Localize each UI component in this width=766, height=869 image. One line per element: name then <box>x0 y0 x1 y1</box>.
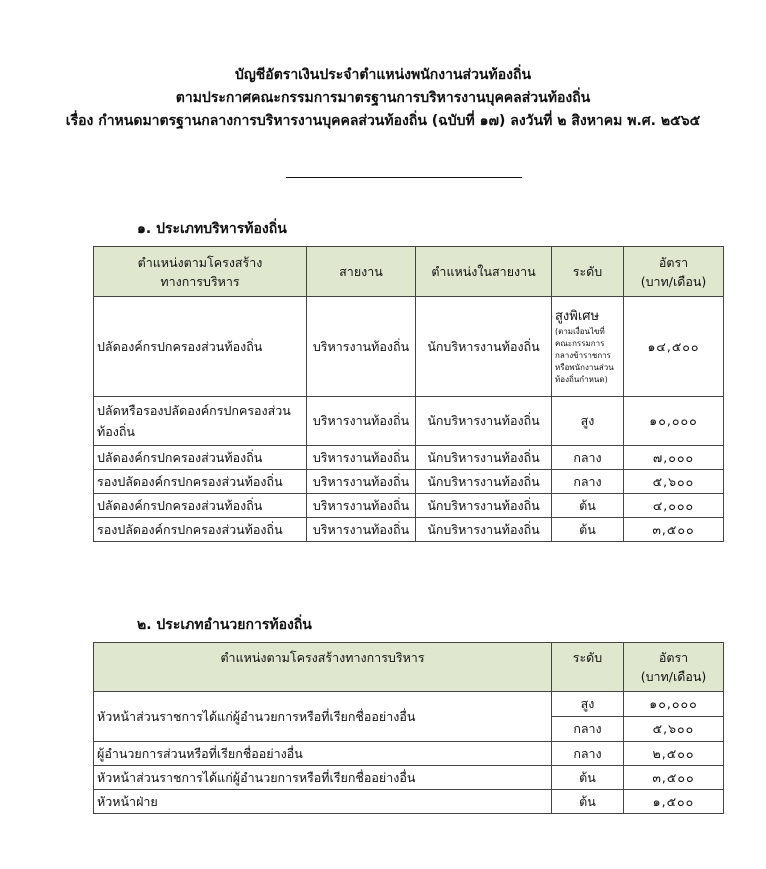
cell-line: บริหารงานท้องถิ่น <box>307 518 416 542</box>
header-position-in-line: ตำแหน่งในสายงาน <box>416 247 552 297</box>
cell-level: ต้น <box>552 790 624 814</box>
cell-rate: ๑,๕๐๐ <box>624 790 724 814</box>
document-header <box>0 64 766 133</box>
table-row <box>94 766 724 790</box>
section-1-table <box>93 246 724 542</box>
cell-position-in-line: นักบริหารงานท้องถิ่น <box>416 297 552 397</box>
header-line-1: บัญชีอัตราเงินประจำตำแหน่งพนักงานส่วนท้องถิ่น <box>234 67 532 83</box>
cell-level: ต้น <box>552 766 624 790</box>
level-note: (ตามเงื่อนไขที่คณะกรรมการกลางข้าราชการหรือพนักงานส่วนท้องถิ่นกำหนด) <box>555 326 614 384</box>
cell-line: บริหารงานท้องถิ่น <box>307 494 416 518</box>
table-row <box>94 692 724 717</box>
header-position: ตำแหน่งตามโครงสร้างทางการบริหาร <box>94 643 552 692</box>
table-row <box>94 494 724 518</box>
cell-position-in-line: นักบริหารงานท้องถิ่น <box>416 446 552 470</box>
table-header-row <box>94 247 724 297</box>
cell-position: ปลัดองค์กรปกครองส่วนท้องถิ่น <box>94 297 307 397</box>
table-row <box>94 446 724 470</box>
table-row <box>94 518 724 542</box>
cell-rate: ๓,๕๐๐ <box>624 518 724 542</box>
cell-position: รองปลัดองค์กรปกครองส่วนท้องถิ่น <box>94 470 307 494</box>
cell-level: ต้น <box>552 518 624 542</box>
cell-level: กลาง <box>552 470 624 494</box>
table-row <box>94 397 724 446</box>
cell-rate: ๕,๖๐๐ <box>624 717 724 742</box>
cell-position-in-line: นักบริหารงานท้องถิ่น <box>416 494 552 518</box>
cell-position-in-line: นักบริหารงานท้องถิ่น <box>416 470 552 494</box>
table-row <box>94 297 724 397</box>
cell-rate: ๗,๐๐๐ <box>624 446 724 470</box>
header-rate: อัตรา (บาท/เดือน) <box>624 247 724 297</box>
cell-level: กลาง <box>552 446 624 470</box>
table-row <box>94 742 724 766</box>
cell-level: สูงพิเศษ (ตามเงื่อนไขที่คณะกรรมการกลางข้าราชการหรือพนักงานส่วนท้องถิ่นกำหนด) <box>552 297 624 397</box>
cell-rate: ๕,๖๐๐ <box>624 470 724 494</box>
section-2-title: ๒. ประเภทอำนวยการท้องถิ่น <box>137 617 312 633</box>
cell-level: สูง <box>552 397 624 446</box>
cell-level: สูง <box>552 692 624 717</box>
header-level: ระดับ <box>552 247 624 297</box>
table-row <box>94 470 724 494</box>
table-row <box>94 790 724 814</box>
divider-rule <box>286 177 522 178</box>
cell-level: ต้น <box>552 494 624 518</box>
cell-level: กลาง <box>552 717 624 742</box>
cell-rate: ๑๐,๐๐๐ <box>624 397 724 446</box>
cell-position: ปลัดองค์กรปกครองส่วนท้องถิ่น <box>94 446 307 470</box>
cell-rate: ๓,๕๐๐ <box>624 766 724 790</box>
header-position: ตำแหน่งตามโครงสร้าง ทางการบริหาร <box>94 247 307 297</box>
cell-position: หัวหน้าส่วนราชการได้แก่ผู้อำนวยการหรือที่เรียกชื่ออย่างอื่น <box>94 766 552 790</box>
section-2-table <box>93 642 724 814</box>
cell-position: ปลัดหรือรองปลัดองค์กรปกครองส่วนท้องถิ่น <box>94 397 307 446</box>
cell-rate: ๑๔,๕๐๐ <box>624 297 724 397</box>
cell-position: หัวหน้าฝ่าย <box>94 790 552 814</box>
cell-level: กลาง <box>552 742 624 766</box>
cell-line: บริหารงานท้องถิ่น <box>307 297 416 397</box>
header-line: สายงาน <box>307 247 416 297</box>
cell-position-in-line: นักบริหารงานท้องถิ่น <box>416 397 552 446</box>
cell-position: หัวหน้าส่วนราชการได้แก่ผู้อำนวยการหรือที่เรียกชื่ออย่างอื่น <box>94 692 552 742</box>
cell-position-in-line: นักบริหารงานท้องถิ่น <box>416 518 552 542</box>
cell-rate: ๔,๐๐๐ <box>624 494 724 518</box>
section-1-title: ๑. ประเภทบริหารท้องถิ่น <box>137 221 287 237</box>
cell-position: ปลัดองค์กรปกครองส่วนท้องถิ่น <box>94 494 307 518</box>
header-line-3: เรื่อง กำหนดมาตรฐานกลางการบริหารงานบุคคลส่วนท้องถิ่น (ฉบับที่ ๑๗) ลงวันที่ ๒ สิงหาคม พ.ศ. ๒๕๖๕ <box>65 113 701 129</box>
cell-rate: ๑๐,๐๐๐ <box>624 692 724 717</box>
cell-line: บริหารงานท้องถิ่น <box>307 397 416 446</box>
header-level: ระดับ <box>552 643 624 692</box>
cell-position: ผู้อำนวยการส่วนหรือที่เรียกชื่ออย่างอื่น <box>94 742 552 766</box>
cell-rate: ๒,๕๐๐ <box>624 742 724 766</box>
cell-line: บริหารงานท้องถิ่น <box>307 446 416 470</box>
header-line-2: ตามประกาศคณะกรรมการมาตรฐานการบริหารงานบุคคลส่วนท้องถิ่น <box>175 90 591 106</box>
header-rate: อัตรา (บาท/เดือน) <box>624 643 724 692</box>
cell-line: บริหารงานท้องถิ่น <box>307 470 416 494</box>
table-header-row <box>94 643 724 692</box>
cell-position: รองปลัดองค์กรปกครองส่วนท้องถิ่น <box>94 518 307 542</box>
